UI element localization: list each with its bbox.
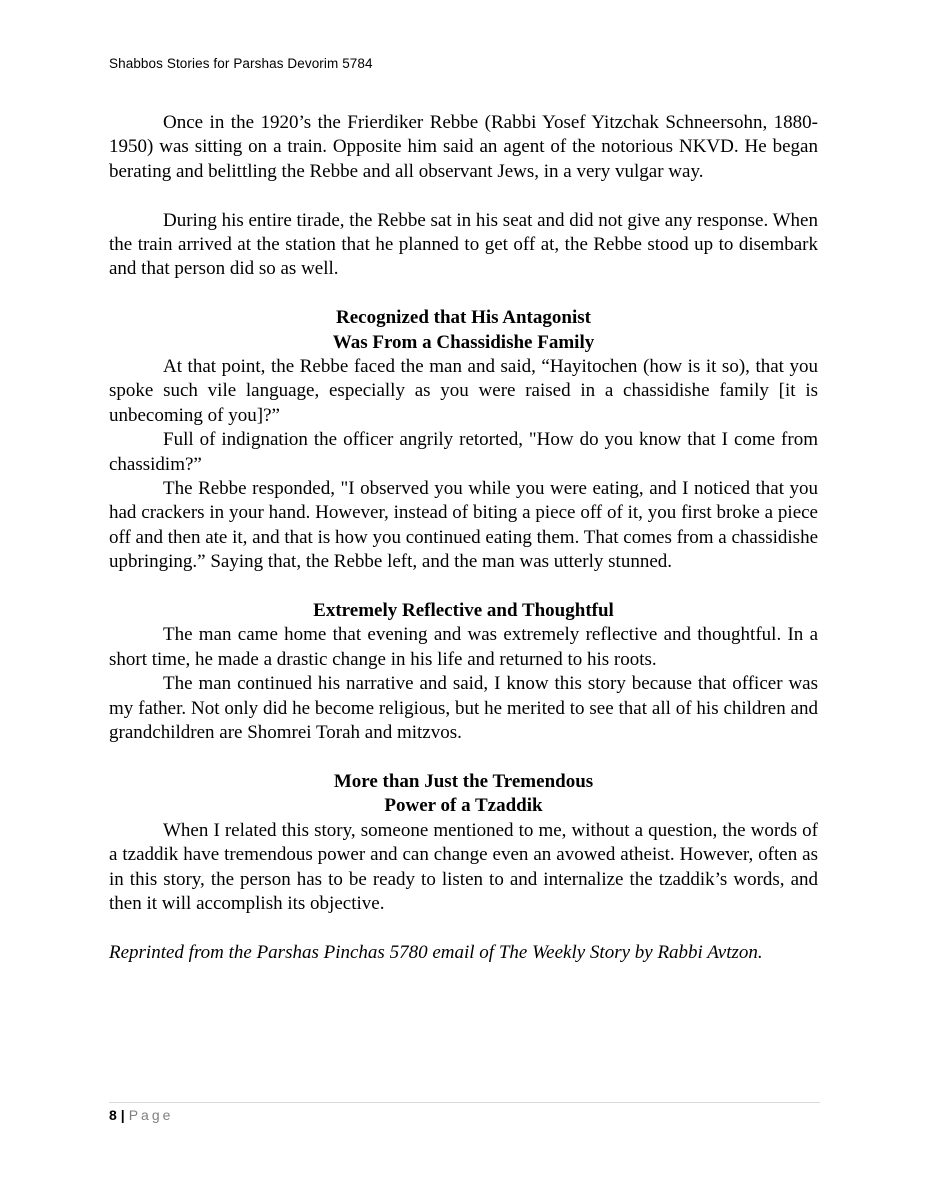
paragraph-1: Once in the 1920’s the Frierdiker Rebbe (Rabbi Yosef Yitzchak Schneersohn, 1880-1950) was sitting on a train. Opposite him said an agent of the notorious NKVD. He began berating and belittling the Rebbe and all observant Jews, in a very vulgar way.: [109, 112, 818, 182]
reprint-credit: Reprinted from the Parshas Pinchas 5780 email of The Weekly Story by Rabbi Avtzon.: [109, 941, 763, 963]
paragraph-8: When I related this story, someone mentioned to me, without a question, the words of a tzaddik have tremendous power and can change even an avowed atheist. However, often as in this story, the person has to be ready to listen to and internalize the tzaddik’s words, and then it will accomplish its objective.: [109, 819, 818, 914]
paragraph-2: During his entire tirade, the Rebbe sat in his seat and did not give any response. When the train arrived at the station that he planned to get off at, the Rebbe stood up to disembark and that person did so as well.: [109, 209, 818, 280]
article-body: [109, 111, 818, 965]
section-heading-3-line-2: Power of a Tzaddik: [384, 795, 543, 817]
paragraph-7: The man continued his narrative and said, I know this story because that officer was my father. Not only did he become religious, but he merited to see that all of his children and grandchildren are Shomrei Torah and mitzvos.: [109, 673, 818, 744]
paragraph-4: Full of indignation the officer angrily retorted, "How do you know that I come from chassidim?”: [109, 429, 818, 475]
page-footer: [109, 1107, 173, 1123]
section-heading-2: Extremely Reflective and Thoughtful: [313, 600, 614, 622]
paragraph-3: At that point, the Rebbe faced the man and said, “Hayitochen (how is it so), that you spoke such vile language, especially as you were raised in a chassidishe family [it is unbecoming of you]?”: [109, 356, 818, 426]
paragraph-gap: [109, 282, 818, 306]
paragraph-5: The Rebbe responded, "I observed you while you were eating, and I noticed that you had crackers in your hand. However, instead of biting a piece off of it, you first broke a piece off and then ate it, and that is how you continued eating them. That comes from a chassidishe upbringing.” Saying that, the Rebbe left, and the man was utterly stunned.: [109, 478, 818, 573]
footer-separator: |: [120, 1107, 125, 1123]
paragraph-gap: [109, 575, 818, 599]
paragraph-gap: [109, 184, 818, 208]
paragraph-gap: [109, 916, 818, 940]
section-heading-1-line-1: Recognized that His Antagonist: [336, 307, 591, 329]
section-heading-3-line-1: More than Just the Tremendous: [333, 770, 594, 792]
page-number: 8: [109, 1107, 117, 1123]
paragraph-6: The man came home that evening and was extremely reflective and thoughtful. In a short time, he made a drastic change in his life and returned to his roots.: [109, 624, 818, 670]
page-label: Page: [128, 1107, 174, 1123]
section-heading-1-line-2: Was From a Chassidishe Family: [332, 331, 595, 353]
running-header: Shabbos Stories for Parshas Devorim 5784: [109, 56, 373, 71]
paragraph-gap: [109, 746, 818, 770]
footer-divider: [109, 1102, 820, 1103]
